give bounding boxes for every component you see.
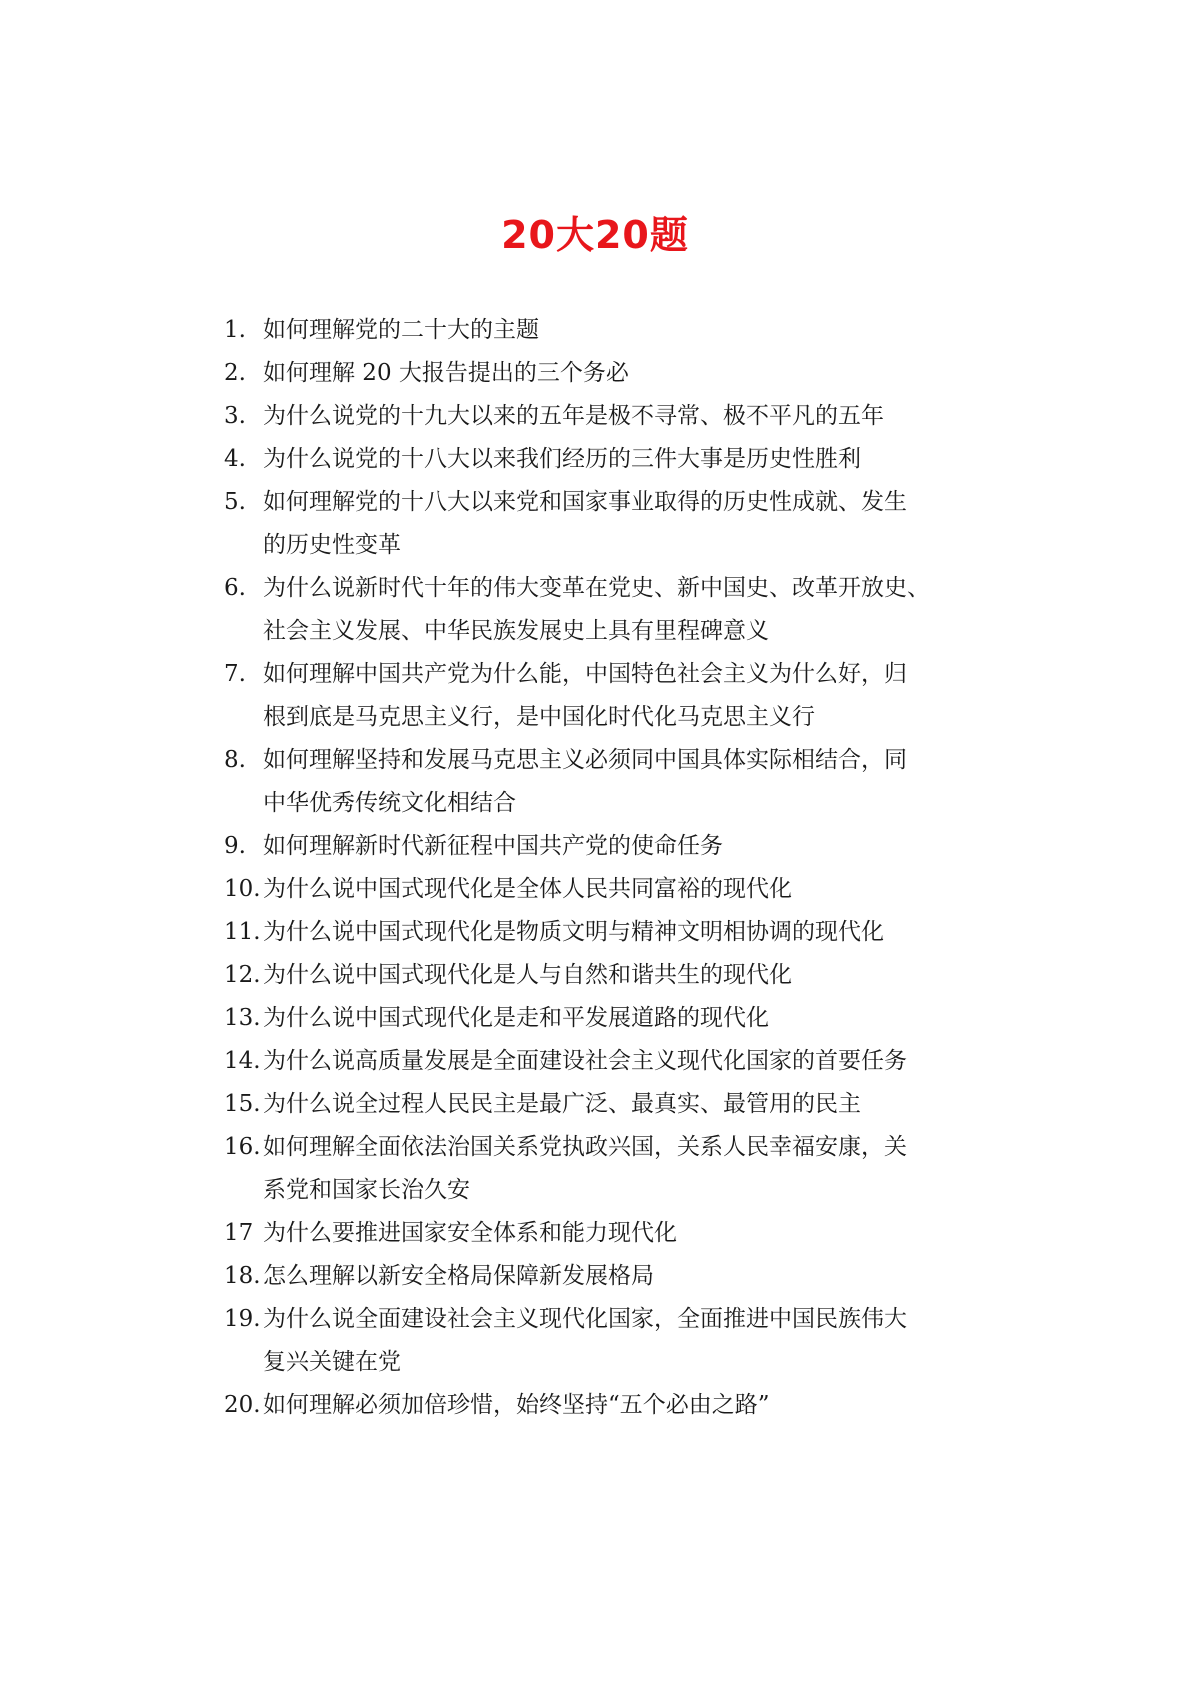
question-text-line: 如何理解新时代新征程中国共产党的使命任务 [263, 833, 723, 859]
question-text-line: 为什么说新时代十年的伟大变革在党史、新中国史、改革开放史、 [263, 575, 930, 601]
question-item [0, 653, 1190, 739]
question-text-line: 如何理解全面依法治国关系党执政兴国，关系人民幸福安康，关 [263, 1134, 907, 1160]
question-item [0, 739, 1190, 825]
question-item [0, 1212, 1190, 1255]
question-item [0, 1255, 1190, 1298]
question-number: 16. [224, 1134, 261, 1160]
question-item [0, 954, 1190, 997]
question-text-line: 为什么说高质量发展是全面建设社会主义现代化国家的首要任务 [263, 1048, 907, 1074]
question-text-line: 社会主义发展、中华民族发展史上具有里程碑意义 [263, 618, 769, 644]
question-item [0, 438, 1190, 481]
question-text-line: 如何理解 20 大报告提出的三个务必 [263, 360, 629, 386]
question-text-line: 如何理解党的二十大的主题 [263, 317, 539, 343]
question-item [0, 1384, 1190, 1427]
question-text-line: 为什么说中国式现代化是走和平发展道路的现代化 [263, 1005, 769, 1031]
question-number: 13. [224, 1005, 261, 1031]
question-item [0, 1083, 1190, 1126]
question-number: 4. [224, 446, 246, 472]
question-text-line: 如何理解中国共产党为什么能，中国特色社会主义为什么好，归 [263, 661, 907, 687]
question-text-line: 为什么说中国式现代化是全体人民共同富裕的现代化 [263, 876, 792, 902]
question-number: 11. [224, 919, 261, 945]
question-item [0, 825, 1190, 868]
question-text-line: 为什么说中国式现代化是人与自然和谐共生的现代化 [263, 962, 792, 988]
question-text-line: 中华优秀传统文化相结合 [263, 790, 516, 816]
question-text-line: 为什么说党的十九大以来的五年是极不寻常、极不平凡的五年 [263, 403, 884, 429]
question-item [0, 1040, 1190, 1083]
question-text-line: 为什么要推进国家安全体系和能力现代化 [263, 1220, 677, 1246]
page-title: 20大20题 [501, 213, 689, 257]
question-text-line: 为什么说党的十八大以来我们经历的三件大事是历史性胜利 [263, 446, 861, 472]
question-number: 20. [224, 1392, 261, 1418]
question-item [0, 997, 1190, 1040]
question-item [0, 567, 1190, 653]
question-text-line: 系党和国家长治久安 [263, 1177, 470, 1203]
question-text-line: 如何理解必须加倍珍惜，始终坚持“五个必由之路” [263, 1392, 770, 1418]
question-text-line: 的历史性变革 [263, 532, 401, 558]
question-item [0, 481, 1190, 567]
question-text-line: 如何理解党的十八大以来党和国家事业取得的历史性成就、发生 [263, 489, 907, 515]
question-item [0, 1126, 1190, 1212]
question-text-line: 复兴关键在党 [263, 1349, 401, 1375]
question-number: 6. [224, 575, 246, 601]
question-item [0, 395, 1190, 438]
question-number: 19. [224, 1306, 261, 1332]
question-item [0, 868, 1190, 911]
question-text-line: 怎么理解以新安全格局保障新发展格局 [263, 1263, 654, 1289]
question-number: 5. [224, 489, 246, 515]
question-text-line: 根到底是马克思主义行，是中国化时代化马克思主义行 [263, 704, 815, 730]
question-number: 9. [224, 833, 246, 859]
question-item [0, 1298, 1190, 1384]
question-number: 2. [224, 360, 246, 386]
question-list [0, 309, 1190, 1427]
question-number: 18. [224, 1263, 261, 1289]
question-text-line: 为什么说全过程人民民主是最广泛、最真实、最管用的民主 [263, 1091, 861, 1117]
question-text-line: 如何理解坚持和发展马克思主义必须同中国具体实际相结合，同 [263, 747, 907, 773]
question-number: 8. [224, 747, 246, 773]
question-number: 12. [224, 962, 261, 988]
question-number: 15. [224, 1091, 261, 1117]
question-number: 7. [224, 661, 246, 687]
question-number: 3. [224, 403, 246, 429]
question-text-line: 为什么说全面建设社会主义现代化国家，全面推进中国民族伟大 [263, 1306, 907, 1332]
question-text-line: 为什么说中国式现代化是物质文明与精神文明相协调的现代化 [263, 919, 884, 945]
question-number: 10. [224, 876, 261, 902]
question-number: 17 [224, 1220, 254, 1246]
question-item [0, 309, 1190, 352]
question-number: 1. [224, 317, 246, 343]
question-item [0, 352, 1190, 395]
question-item [0, 911, 1190, 954]
question-number: 14. [224, 1048, 261, 1074]
